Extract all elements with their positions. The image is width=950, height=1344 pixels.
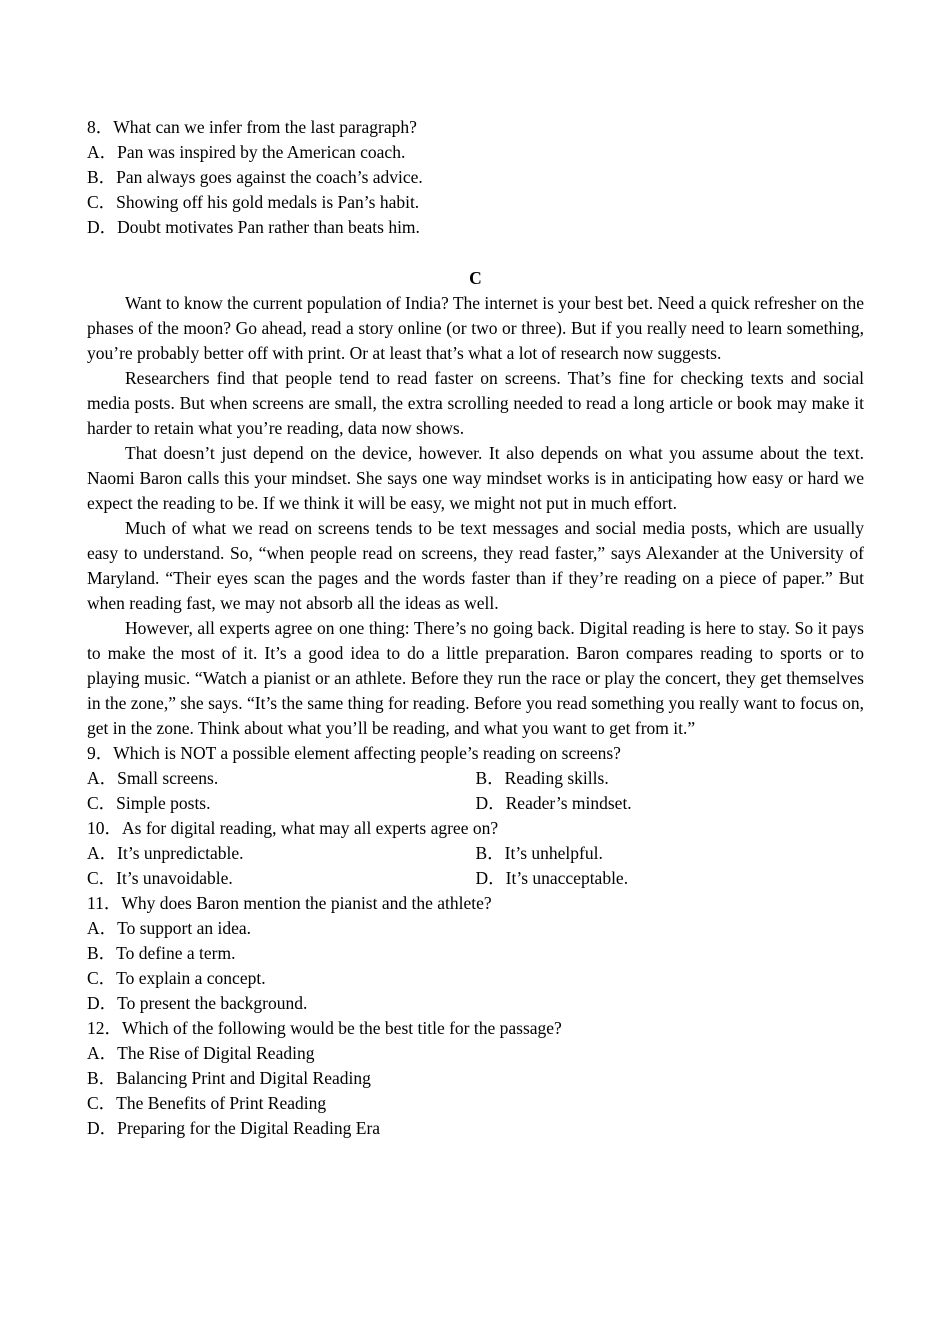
option-a: A．Small screens.	[87, 768, 219, 788]
option-row	[87, 841, 864, 866]
option-a: A．It’s unpredictable.	[87, 843, 244, 863]
question-stem: 10．As for digital reading, what may all experts agree on?	[87, 818, 499, 838]
option-d: D．To present the background.	[87, 993, 308, 1013]
option-row	[87, 766, 864, 791]
passage	[87, 291, 864, 741]
question-9	[87, 741, 864, 816]
question-stem: 8．What can we infer from the last paragraph?	[87, 117, 417, 137]
option-c: C．The Benefits of Print Reading	[87, 1093, 327, 1113]
option-a: A．The Rise of Digital Reading	[87, 1043, 315, 1063]
option-c: C．It’s unavoidable.	[87, 868, 233, 888]
option-a: A．To support an idea.	[87, 918, 252, 938]
passage-paragraph: Much of what we read on screens tends to be text messages and social media posts, which are usually easy to understand. So, “when people read on screens, they read faster,” says Alexander at the University of Maryland. “Their eyes scan the pages and the words faster than if they’re reading on a piece of paper.” But when reading fast, we may not absorb all the ideas as well.	[87, 518, 864, 613]
question-12	[87, 1016, 864, 1141]
option-row	[87, 791, 864, 816]
question-10	[87, 816, 864, 891]
passage-paragraph: That doesn’t just depend on the device, however. It also depends on what you assume about the text. Naomi Baron calls this your mindset. She says one way mindset works is in anticipating how easy or hard we expect the reading to be. If we think it will be easy, we might not put in much effort.	[87, 443, 864, 513]
option-d: D．It’s unacceptable.	[475, 868, 629, 888]
option-b: B．Reading skills.	[475, 768, 609, 788]
option-c: C．Showing off his gold medals is Pan’s habit.	[87, 192, 420, 212]
spacer	[87, 240, 864, 266]
option-d: D．Reader’s mindset.	[475, 793, 632, 813]
section-title: C	[469, 268, 482, 288]
option-a: A．Pan was inspired by the American coach.	[87, 142, 406, 162]
question-stem: 12．Which of the following would be the best title for the passage?	[87, 1018, 562, 1038]
option-b: B．Pan always goes against the coach’s advice.	[87, 167, 423, 187]
option-c: C．Simple posts.	[87, 793, 211, 813]
option-b: B．Balancing Print and Digital Reading	[87, 1068, 371, 1088]
option-c: C．To explain a concept.	[87, 968, 266, 988]
option-b: B．It’s unhelpful.	[475, 843, 603, 863]
option-b: B．To define a term.	[87, 943, 236, 963]
question-11	[87, 891, 864, 1016]
page-content	[87, 115, 864, 1141]
option-d: D．Preparing for the Digital Reading Era	[87, 1118, 381, 1138]
passage-paragraph: However, all experts agree on one thing: There’s no going back. Digital reading is here to stay. So it pays to make the most of it. It’s a good idea to do a little preparation. Baron compares reading to sports or to playing music. “Watch a pianist or an athlete. Before they run the race or play the concert, they get themselves in the zone,” she says. “It’s the same thing for reading. Before you read something you really want to focus on, get in the zone. Think about what you’ll be reading, and what you want to get from it.”	[87, 618, 864, 738]
question-stem: 11．Why does Baron mention the pianist and the athlete?	[87, 893, 492, 913]
passage-paragraph: Researchers find that people tend to read faster on screens. That’s fine for checking texts and social media posts. But when screens are small, the extra scrolling needed to read a long article or book may make it harder to retain what you’re reading, data now shows.	[87, 368, 864, 438]
question-8	[87, 115, 864, 240]
option-row	[87, 866, 864, 891]
question-stem: 9．Which is NOT a possible element affecting people’s reading on screens?	[87, 743, 621, 763]
option-d: D．Doubt motivates Pan rather than beats him.	[87, 217, 420, 237]
passage-paragraph: Want to know the current population of India? The internet is your best bet. Need a quick refresher on the phases of the moon? Go ahead, read a story online (or two or three). But if you really need to learn something, you’re probably better off with print. Or at least that’s what a lot of research now suggests.	[87, 293, 864, 363]
